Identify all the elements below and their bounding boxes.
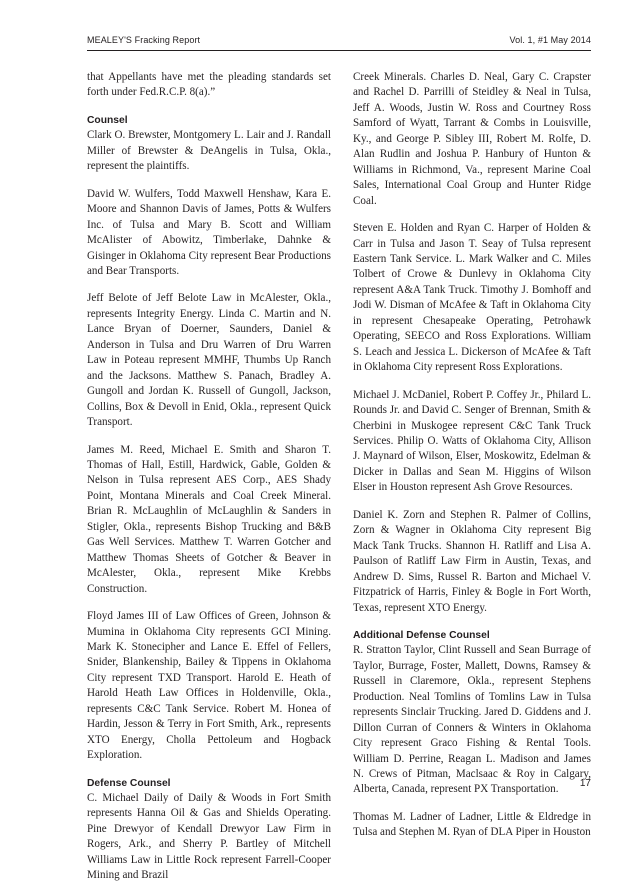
section-heading-counsel: Counsel bbox=[87, 114, 128, 126]
right-column bbox=[353, 70, 591, 853]
paragraph: R. Stratton Taylor, Clint Russell and Sean Burrage of Taylor, Burrage, Foster, Mallett, Downs, Ramsey & Russell in Claremore, Okla., represent Stephens Production. Neal Tomlins of Tomlins Law in Tulsa represents Sinclair Trucking. Jared D. Giddens and J. Dillon Curran of Conners & Winters in Oklahoma City represent Graco Fishing & Rental Tools. William D. Perrine, Reagan L. Madison and James N. Crews of Pitman, Maclsaac & Roy in Calgary, Alberta, Canada, represent PX Transportation. bbox=[353, 644, 591, 796]
paragraph: Jeff Belote of Jeff Belote Law in McAlester, Okla., represents Integrity Energy. Linda C. Martin and N. Lance Bryan of Doerner, Saunders, Daniel & Anderson in Tulsa and Dru Warren of Dru Warren Law in Poteau represent MMHF, Thumbs Up Ranch and the Jacksons. Matthew S. Panach, Bradley A. Gungoll and Jordan K. Russell of Gungoll, Jackson, Collins, Box & Devoll in Enid, Okla., represent Quick Transport. bbox=[87, 292, 331, 429]
paragraph: Thomas M. Ladner of Ladner, Little & Eldredge in Tulsa and Stephen M. Ryan of DLA Piper in Houston bbox=[353, 810, 591, 839]
paragraph: Creek Minerals. Charles D. Neal, Gary C. Crapster and Rachel D. Parrilli of Steidley & Neal in Tulsa, Jeff A. Woods, Justin W. Ross and Courtney Ross Samford of Wyatt, Tarrant & Combs in Louisville, Ky., and George P. Sibley III, Robert M. Rolfe, D. Alan Rudlin and Joshua P. Hanbury of Hunton & Williams in Richmond, Va., represent Marine Coal Sales, International Coal Group and Hunter Ridge Coal. bbox=[353, 71, 591, 207]
left-column bbox=[87, 70, 331, 896]
paragraph: C. Michael Daily of Daily & Woods in Fort Smith represents Hanna Oil & Gas and Shields Operating. Pine Drewyor of Kendall Drewyor Law Firm in Rogers, Ark., and Sherry P. Bartley of Mitchell Williams Law in Little Rock represent Farrell-Cooper Mining and Brazil bbox=[87, 792, 331, 882]
paragraph: Michael J. McDaniel, Robert P. Coffey Jr., Philard L. Rounds Jr. and David C. Senger of Brennan, Smith & Cherbini in Muskogee represent C&C Tank Truck Services. Philip O. Watts of Oklahoma City, Allison J. Maynard of Wilson, Elser, Moskowitz, Edelman & Dicker in Dallas and Sean M. Higgins of Wilson Elser in Houston represent Ash Grove Resources. bbox=[353, 388, 591, 494]
publication-title: MEALEY'S Fracking Report bbox=[87, 35, 201, 45]
paragraph: Floyd James III of Law Offices of Green, Johnson & Mumina in Oklahoma City represents GCI Mining. Mark K. Stonecipher and Lance E. Effel of Fellers, Snider, Blankenship, Bailey & Tippens in Oklahoma City represent TXD Transport. Harold E. Heath of Harold Heath Law Offices in Holdenville, Okla., represents C&C Tank Service. Robert M. Honea of Hardin, Jesson & Terry in Fort Smith, Ark., represents XTO Energy, Cholla Pettoleum and Hogback Exploration. bbox=[87, 610, 331, 762]
section-heading-additional-defense-counsel: Additional Defense Counsel bbox=[353, 629, 490, 641]
running-header bbox=[87, 32, 591, 50]
paragraph: James M. Reed, Michael E. Smith and Sharon T. Thomas of Hall, Estill, Hardwick, Gable, Golden & Nelson in Tulsa represent AES Corp., AES Shady Point, Montana Minerals and Coal Creek Mineral. Brian R. McLaughlin of McLaughlin & Sanders in Stigler, Okla., represents Bishop Trucking and B&B Gas Well Services. Matthew T. Warren Gotcher and Matthew Thomas Sheets of Gotcher & Beaver in McAlester, Okla., represent Mike Krebbs Construction. bbox=[87, 443, 331, 595]
paragraph: that Appellants have met the pleading standards set forth under Fed.R.C.P. 8(a).” bbox=[87, 71, 331, 99]
paragraph: Daniel K. Zorn and Stephen R. Palmer of Collins, Zorn & Wagner in Oklahoma City represent Big Mack Tank Trucks. Shannon H. Ratliff and Lisa A. Paulson of Ratliff Law Firm in Austin, Texas, and Andrew D. Sims, Russel R. Barton and Michael V. Fitzpatrick of Harris, Finley & Bogle in Fort Worth, Texas, represent XTO Energy. bbox=[353, 508, 591, 614]
paragraph: Clark O. Brewster, Montgomery L. Lair and J. Randall Miller of Brewster & DeAngelis in Tulsa, Okla., represent the plaintiffs. bbox=[87, 129, 331, 173]
paragraph: Steven E. Holden and Ryan C. Harper of Holden & Carr in Tulsa and Jason T. Seay of Tulsa represent Eastern Tank Service. L. Mark Walker and C. Miles Tolbert of Crowe & Dunlevy in Oklahoma City represent A&A Tank Truck. Timothy J. Bomhoff and Jodi W. Disman of McAfee & Taft in Oklahoma City in represent Chesapeake Operating, Petrohawk Operating, SEECO and Ross Explorations. William S. Leach and Jessica L. Dickerson of McAfee & Taft in Oklahoma City represent Ross Explorations. bbox=[353, 222, 591, 374]
page-number: 17 bbox=[579, 778, 591, 789]
paragraph: David W. Wulfers, Todd Maxwell Henshaw, Kara E. Moore and Shannon Davis of James, Potts & Wulfers Inc. of Tulsa and Mary B. Scott and William McAlister of Abowitz, Timberlake, Dahnke & Gisinger in Oklahoma City represent Bear Productions and Bear Transports. bbox=[87, 187, 331, 277]
header-rule bbox=[87, 50, 591, 51]
issue-info: Vol. 1, #1 May 2014 bbox=[509, 35, 591, 45]
section-heading-defense-counsel: Defense Counsel bbox=[87, 777, 171, 789]
